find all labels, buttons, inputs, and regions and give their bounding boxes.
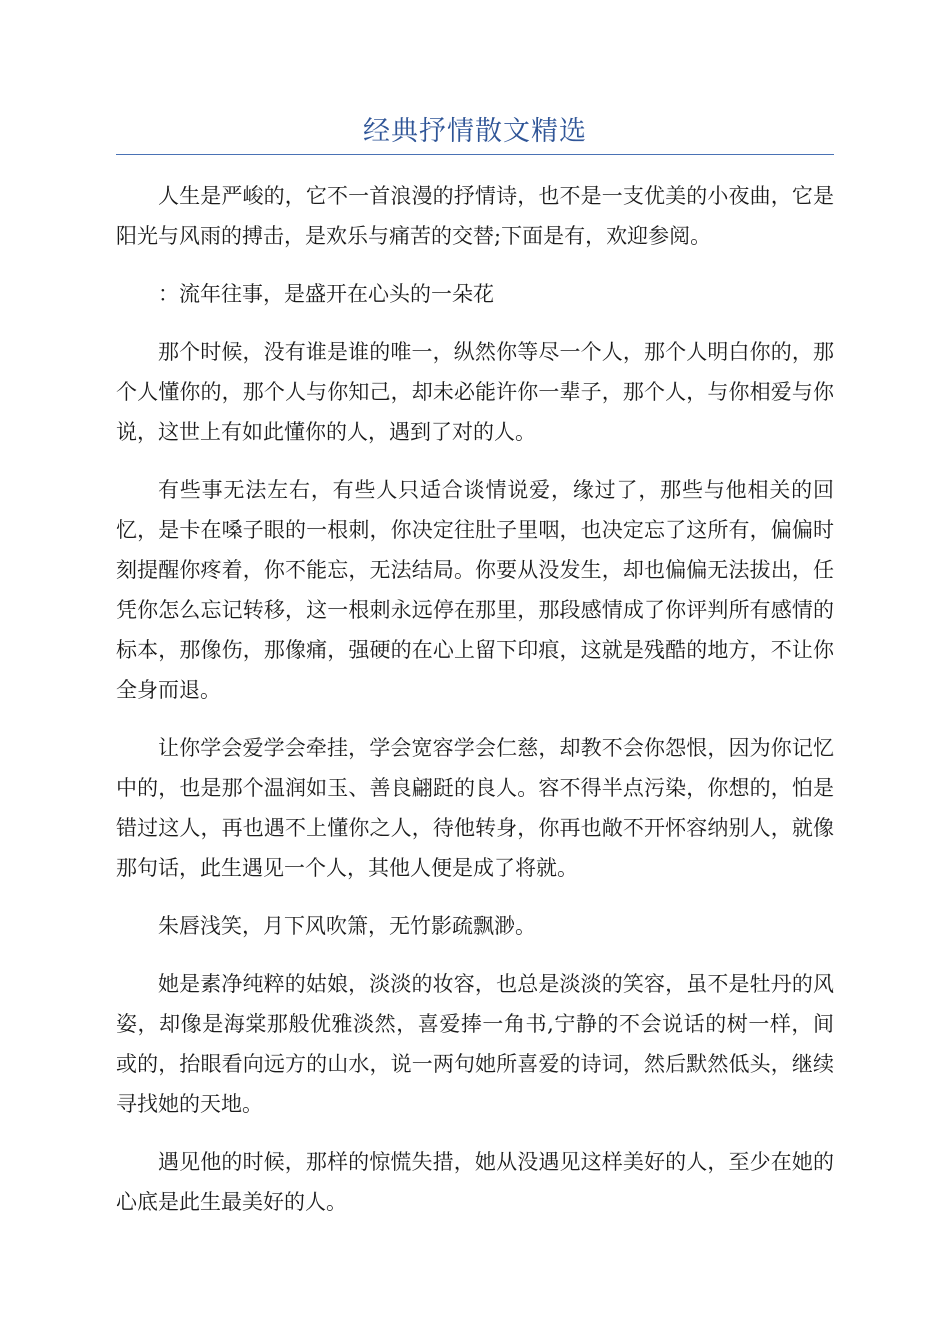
paragraph: 遇见他的时候，那样的惊慌失措，她从没遇见这样美好的人，至少在她的心底是此生最美好的人。 [116, 1150, 834, 1214]
paragraph: 有些事无法左右，有些人只适合谈情说爱，缘过了，那些与他相关的回忆，是卡在嗓子眼的一根刺，你决定往肚子里咽，也决定忘了这所有，偏偏时刻提醒你疼着，你不能忘，无法结局。你要从没发生，却也偏偏无法拔出，任凭你怎么忘记转移，这一根刺永远停在那里，那段感情成了你评判所有感情的标本，那像伤，那像痛，强硬的在心上留下印痕，这就是残酷的地方，不让你全身而退。 [116, 478, 834, 702]
paragraph-subtitle: ：流年往事，是盛开在心头的一朵花 [158, 282, 494, 306]
document-title: 经典抒情散文精选 [363, 116, 587, 147]
paragraph: 她是素净纯粹的姑娘，淡淡的妆容，也总是淡淡的笑容，虽不是牡丹的风姿，却像是海棠那般优雅淡然，喜爱捧一角书,宁静的不会说话的树一样，间或的，抬眼看向远方的山水，说一两句她所喜爱的诗词，然后默然低头，继续寻找她的天地。 [116, 972, 834, 1116]
paragraph: 让你学会爱学会牵挂，学会宽容学会仁慈，却教不会你怨恨，因为你记忆中的，也是那个温润如玉、善良翩跹的良人。容不得半点污染，你想的，怕是错过这人，再也遇不上懂你之人，待他转身，你再也敞不开怀容纳别人，就像那句话，此生遇见一个人，其他人便是成了将就。 [116, 736, 834, 880]
paragraph: 那个时候，没有谁是谁的唯一，纵然你等尽一个人，那个人明白你的，那个人懂你的，那个人与你知己，却未必能许你一辈子，那个人，与你相爱与你说，这世上有如此懂你的人，遇到了对的人。 [116, 340, 834, 444]
document-body [116, 176, 834, 1240]
title-underline-rule [116, 154, 834, 155]
paragraph-intro: 人生是严峻的，它不一首浪漫的抒情诗，也不是一支优美的小夜曲，它是阳光与风雨的搏击，是欢乐与痛苦的交替;下面是有，欢迎参阅。 [116, 184, 834, 248]
paragraph: 朱唇浅笑，月下风吹箫，无竹影疏飘渺。 [158, 914, 536, 938]
